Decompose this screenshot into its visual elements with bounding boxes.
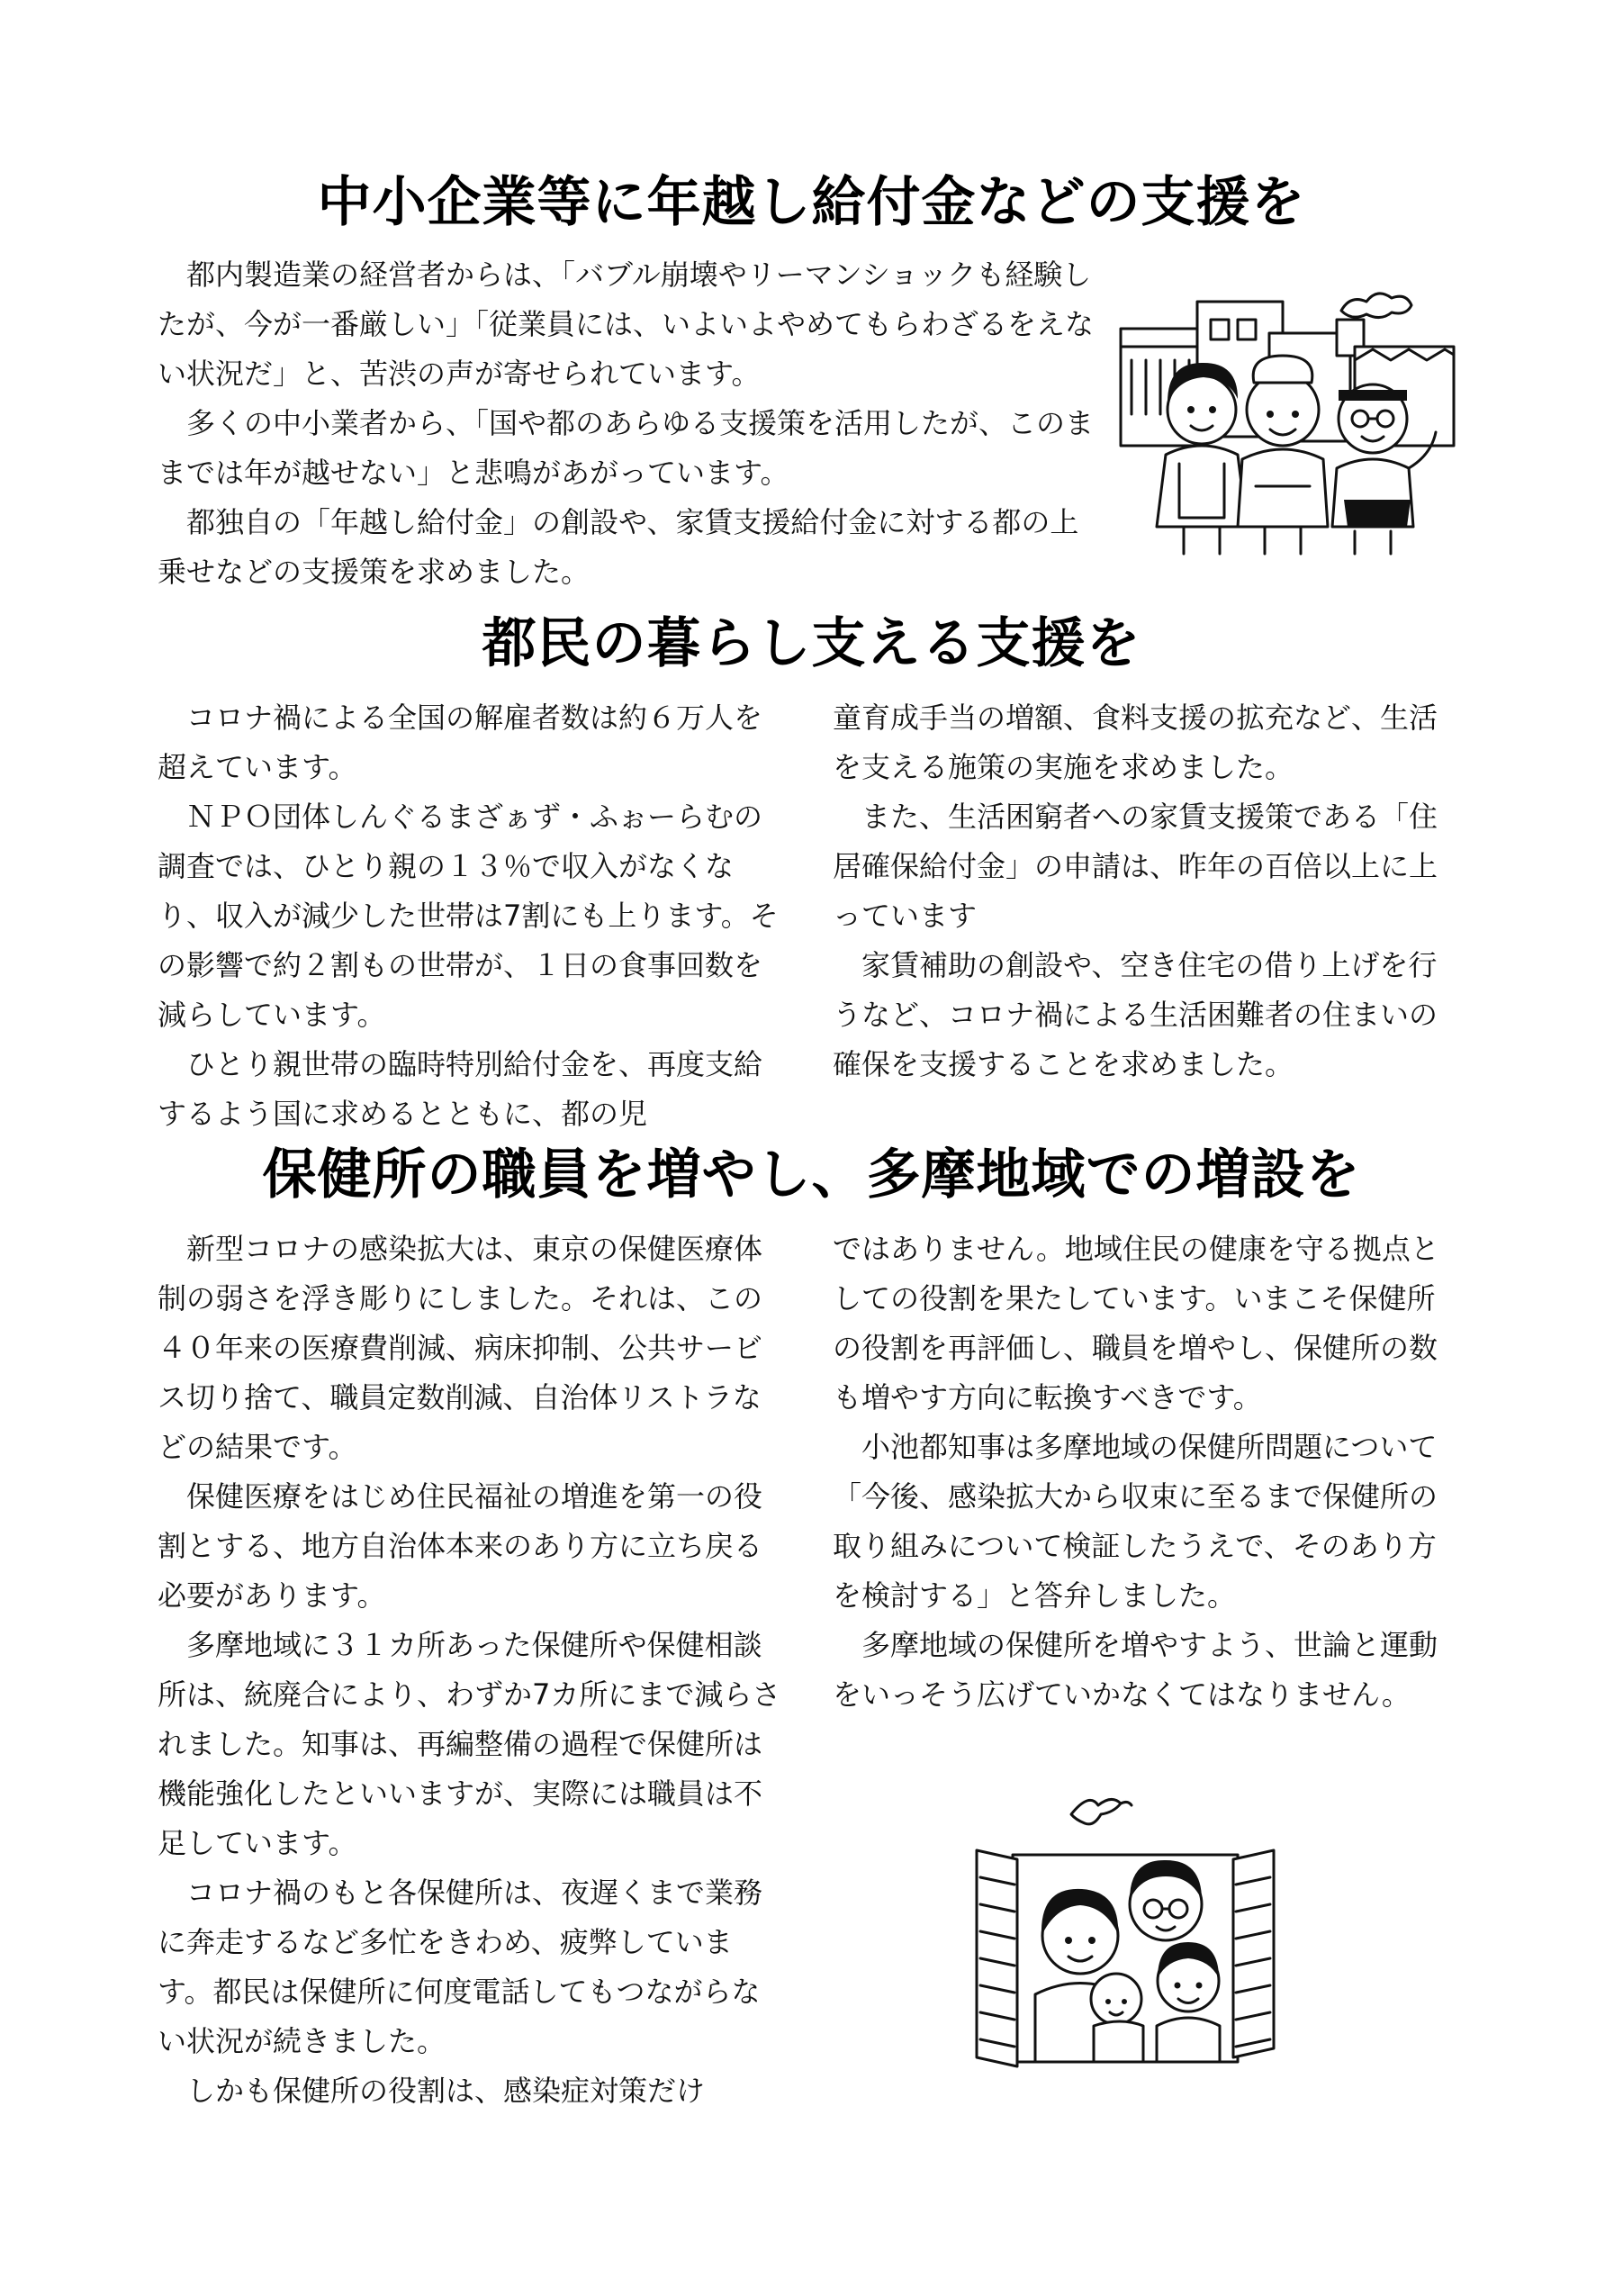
section2-paragraph: ひとり親世帯の臨時特別給付金を、再度支給するよう国に求めるとともに、都の児 (158, 1047, 763, 1131)
section2-paragraph: ＮＰＯ団体しんぐるまざぁず・ふぉーらむの調査では、ひとり親の１３％で収入がなくなり、収入が減少した世帯は7割にも上ります。その影響で約２割もの世帯が、１日の食事回数を減らしています。 (158, 800, 779, 1032)
shopkeepers-illustration (1112, 275, 1463, 563)
section2-paragraph-continued: 童育成手当の増額、食料支援の拡充など、生活を支える施策の実施を求めました。 (833, 701, 1438, 784)
section1-paragraph: 多くの中小業者から、「国や都のあらゆる支援策を活用したが、このままでは年が越せない」と悲鳴があがっています。 (158, 406, 1095, 490)
family-window-illustration (968, 1787, 1283, 2075)
section3-paragraph: 小池都知事は多摩地域の保健所問題について「今後、感染拡大から収束に至るまで保健所の取り組みについて検証したうえで、そのあり方を検討する」と答弁しました。 (833, 1430, 1438, 1613)
section2-heading: 都民の暮らし支える支援を (482, 612, 1141, 675)
section2-paragraph: コロナ禍による全国の解雇者数は約６万人を超えています。 (158, 701, 763, 784)
family-at-window-icon (968, 1787, 1283, 2075)
section3-heading: 保健所の職員を増やし、多摩地域での増設を (262, 1143, 1361, 1207)
section3-paragraph: 多摩地域に３１カ所あった保健所や保健相談所は、統廃合により、わずか7カ所にまで減らされました。知事は、再編整備の過程で保健所は機能強化したといいますが、実際には職員は不足しています。 (158, 1628, 781, 1860)
shopkeepers-icon (1112, 275, 1463, 563)
section2-paragraph: 家賃補助の創設や、空き住宅の借り上げを行うなど、コロナ禍による生活困難者の住まいの確保を支援することを求めました。 (833, 948, 1438, 1081)
section3-paragraph: 保健医療をはじめ住民福祉の増進を第一の役割とする、地方自治体本来のあり方に立ち戻る必要があります。 (158, 1479, 763, 1613)
section1-paragraph: 都独自の「年越し給付金」の創設や、家賃支援給付金に対する都の上乗せなどの支援策を求めました。 (158, 505, 1079, 589)
section3-paragraph: コロナ禍のもと各保健所は、夜遅くまで業務に奔走するなど多忙をきわめ、疲弊しています。都民は保健所に何度電話してもつながらない状況が続きました。 (158, 1876, 763, 2058)
section3-paragraph: 新型コロナの感染拡大は、東京の保健医療体制の弱さを浮き彫りにしました。それは、この４０年来の医療費削減、病床抑制、公共サービス切り捨て、職員定数削減、自治体リストラなどの結果です。 (158, 1232, 763, 1464)
section3-left-column (158, 1225, 788, 2116)
section3-right-column (833, 1225, 1463, 1720)
section3-paragraph: 多摩地域の保健所を増やすよう、世論と運動をいっそう広げていかなくてはなりません。 (833, 1628, 1438, 1712)
section2-right-column (833, 693, 1463, 1089)
section1-body (158, 250, 1103, 597)
section3-paragraph-continued: ではありません。地域住民の健康を守る拠点としての役割を果たしています。いまこそ保健所の役割を再評価し、職員を増やし、保健所の数も増やす方向に転換すべきです。 (833, 1232, 1439, 1415)
section1-heading: 中小企業等に年越し給付金などの支援を (317, 171, 1306, 234)
section2-paragraph: また、生活困窮者への家賃支援策である「住居確保給付金」の申請は、昨年の百倍以上に上っています (833, 800, 1438, 933)
section1-paragraph: 都内製造業の経営者からは、「バブル崩壊やリーマンショックも経験したが、今が一番厳しい」「従業員には、いよいよやめてもらわざるをえない状況だ」と、苦渋の声が寄せられています。 (158, 258, 1095, 391)
section2-left-column (158, 693, 788, 1139)
section3-paragraph: しかも保健所の役割は、感染症対策だけ (186, 2074, 706, 2108)
